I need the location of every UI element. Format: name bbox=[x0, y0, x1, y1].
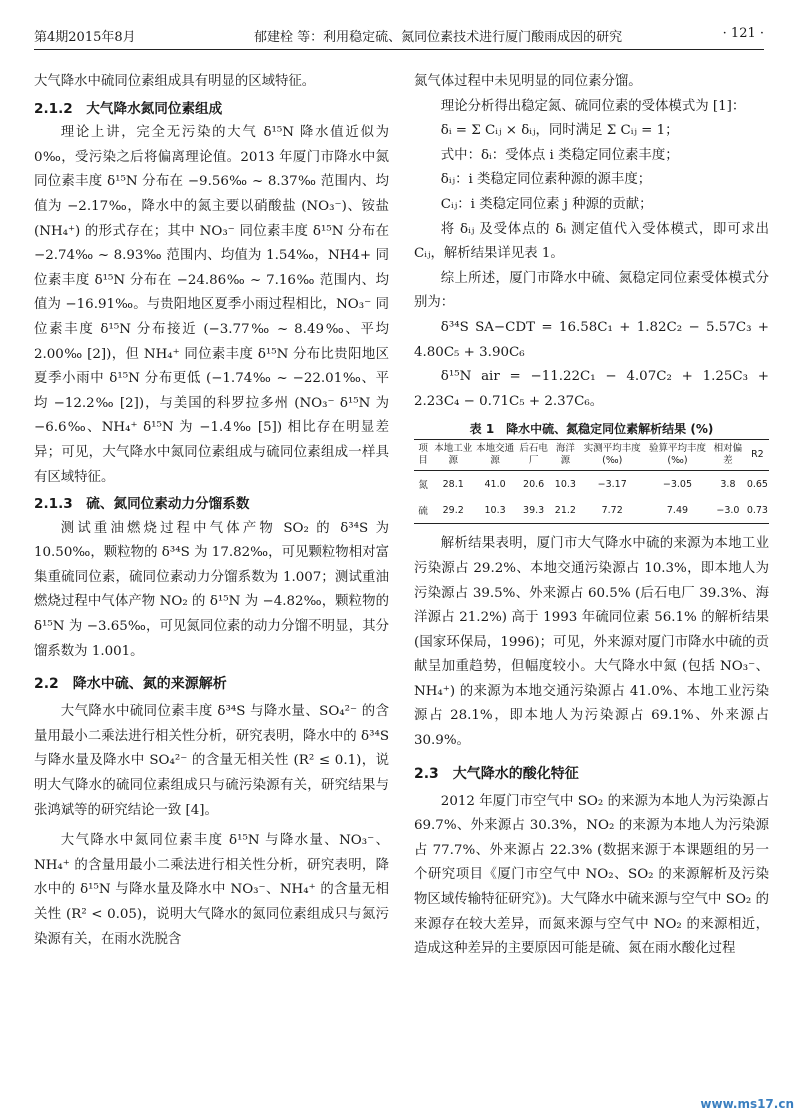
table-caption: 表 1 降水中硫、氮稳定同位素解析结果 (%) bbox=[469, 422, 714, 437]
table-row bbox=[414, 497, 769, 524]
table-header-cell: 后石电厂 bbox=[519, 443, 548, 467]
table-header-row bbox=[414, 440, 769, 471]
table-cell: 28.1 bbox=[442, 478, 464, 490]
equation-nitrogen: δ¹⁵N air = −11.22C₁ − 4.07C₂ + 1.25C₃ + 2.23C₄ − 0.71C₅ + 2.37C₆。 bbox=[414, 369, 769, 409]
right-column bbox=[414, 70, 769, 962]
table-cell: 39.3 bbox=[523, 504, 545, 516]
paragraph: 大气降水中硫同位素组成具有明显的区域特征。 bbox=[34, 74, 316, 89]
formula-note: δᵢⱼ：i 类稳定同位素种源的源丰度； bbox=[440, 172, 652, 188]
page-number: · 121 · bbox=[722, 26, 764, 41]
journal-issue: 第4期2015年8月 bbox=[34, 30, 136, 45]
paragraph: 将 δᵢⱼ 及受体点的 δᵢ 测定值代入受体模式，即可求出 Cᵢⱼ，解析结果详见表 1。 bbox=[414, 221, 769, 262]
paragraph: 氮气体过程中未见明显的同位素分馏。 bbox=[414, 74, 642, 89]
table-cell: −3.0 bbox=[716, 504, 740, 516]
paragraph: 解析结果表明，厦门市大气降水中硫的来源为本地工业污染源占 29.2%、本地交通污染源占 10.3%，即本地人为污染源占 39.5%、外来源占 60.5% (后石电厂 39.3%、海洋源占 21.2%) 高于 1993 年硫同位素 56.1% 的解析结果 (国家环保局，1996)；可见，外来源对厦门市降水中硫的贡献呈加重趋势，但幅度较小。大气降水中氮 (包括 NO₃⁻、NH₄⁺) 的来源为本地交通污染源占 41.0%、本地工业污染源占 28.1%，即本地人为污染源占 69.1%、外来源占 30.9%。 bbox=[414, 536, 769, 749]
section-heading-2-1-3: 2.1.3 硫、氮同位素动力分馏系数 bbox=[34, 496, 250, 513]
table-cell: 29.2 bbox=[442, 504, 464, 516]
table-cell: 3.8 bbox=[720, 478, 736, 490]
paragraph: 综上所述，厦门市降水中硫、氮稳定同位素受体模式分别为： bbox=[414, 270, 769, 311]
section-heading-2-1-2: 2.1.2 大气降水氮同位素组成 bbox=[34, 100, 223, 117]
paragraph: 测试重油燃烧过程中气体产物 SO₂ 的 δ³⁴S 为 10.50‰，颗粒物的 δ³⁴S 为 17.82‰，可见颗粒物相对富集重硫同位素，硫同位素动力分馏系数为 1.007；测试重油燃烧过程中气体产物 NO₂ 的 δ¹⁵N 为 −4.82‰，颗粒物的 δ¹⁵N 为 −3.65‰，可见氮同位素的动力分馏不明显，其分馏系数为 1.001。 bbox=[34, 520, 389, 659]
table-header-cell: 项目 bbox=[418, 443, 428, 467]
table-header-cell: 验算平均丰度(‰) bbox=[648, 443, 706, 467]
table-cell: 21.2 bbox=[554, 504, 576, 516]
site-watermark: www.ms17.cn bbox=[700, 1097, 794, 1111]
results-table bbox=[414, 439, 769, 524]
paragraph: 2012 年厦门市空气中 SO₂ 的来源为本地人为污染源占 69.7%、外来源占 30.3%，NO₂ 的来源为本地人为污染源占 77.7%、外来源占 22.3% (数据来源于本课题组的另一个研究项目《厦门市空气中 NO₂、SO₂ 的来源解析及污染物区域传输特征研究》)。大气降水中硫来源与空气中 SO₂ 的来源存在较大差异，而氮来源与空气中 NO₂ 的来源相近，造成这种差异的主要原因可能是硫、氮在雨水酸化过程 bbox=[414, 793, 769, 957]
article-running-title: 郁建栓 等：利用稳定硫、氮同位素技术进行厦门酸雨成因的研究 bbox=[254, 30, 623, 45]
paragraph: 大气降水中硫同位素丰度 δ³⁴S 与降水量、SO₄²⁻ 的含量用最小二乘法进行相关性分析，研究表明，降水中的 δ³⁴S 与降水量及降水中 SO₄²⁻ 的含量无相关性 (R² ≤ 0.1)，说明大气降水的硫同位素组成只与硫污染源有关，研究结果与张鸿斌等的研究结论一致 [4]。 bbox=[34, 704, 389, 818]
equation-sulfur: δ³⁴S SA−CDT = 16.58C₁ + 1.82C₂ − 5.57C₃ + 4.80C₅ + 3.90C₆ bbox=[414, 319, 769, 360]
table-cell: 20.6 bbox=[523, 478, 545, 490]
table-cell: −3.05 bbox=[662, 478, 693, 490]
table-cell: 10.3 bbox=[554, 478, 576, 490]
table-cell: −3.17 bbox=[597, 478, 627, 490]
section-heading-2-2: 2.2 降水中硫、氮的来源解析 bbox=[34, 676, 227, 693]
table-row bbox=[414, 471, 769, 498]
table-header-cell: R2 bbox=[751, 449, 764, 461]
formula-note: Cᵢⱼ：i 类稳定同位素 j 种源的贡献； bbox=[440, 196, 653, 212]
table-cell: 0.65 bbox=[746, 478, 768, 490]
table-cell: 7.49 bbox=[666, 504, 689, 516]
table-cell: 氮 bbox=[418, 480, 428, 492]
header-rule bbox=[34, 49, 764, 50]
table-cell: 41.0 bbox=[484, 478, 506, 490]
formula-note: 式中：δᵢ：受体点 i 类稳定同位素丰度； bbox=[440, 147, 679, 163]
paragraph: 大气降水中氮同位素丰度 δ¹⁵N 与降水量、NO₃⁻、NH₄⁺ 的含量用最小二乘法进行相关性分析，研究表明，降水中的 δ¹⁵N 与降水量及降水中 NO₃⁻、NH₄⁺ 的含量无相关性 (R² < 0.05)，说明大气降水的氮同位素组成只与氮污染源有关，在雨水洗脱含 bbox=[34, 833, 389, 947]
paragraph: 理论上讲，完全无污染的大气 δ¹⁵N 降水值近似为 0‰，受污染之后将偏离理论值。2013 年厦门市降水中氮同位素丰度 δ¹⁵N 分布在 −9.56‰ ~ 8.37‰ 范围内、均值为 −2.17‰，降水中的氮主要以硝酸盐 (NO₃⁻)、铵盐 (NH₄⁺) 的形式存在；其中 NO₃⁻ 同位素丰度 δ¹⁵N 分布在 −2.74‰ ~ 8.93‰ 范围内、均值为 1.54‰，NH4+ 同位素丰度 δ¹⁵N 分布在 −24.86‰ ~ 7.16‰ 范围内、均值为 −16.91‰。与贵阳地区夏季小雨过程相比，NO₃⁻ 同位素丰度 δ¹⁵N 分布接近 (−3.77‰ ~ 8.49‰、平均 2.00‰ [2])，但 NH₄⁺ 同位素丰度 δ¹⁵N 分布比贵阳地区夏季小雨中 δ¹⁵N 分布更低 (−1.74‰ ~ −22.01‰、平均 −12.2‰ [2])，与美国的科罗拉多州 (NO₃⁻ δ¹⁵N 为 −6.6‰、NH₄⁺ δ¹⁵N 为 −1.4‰ [5]) 相比存在明显差异；可见，大气降水中氮同位素组成与硫同位素组成一样具有区域特征。 bbox=[34, 125, 389, 485]
table-header-cell: 相对偏差 bbox=[713, 443, 743, 467]
table-header-cell: 本地交通源 bbox=[476, 443, 515, 467]
table-header-cell: 实测平均丰度(‰) bbox=[583, 443, 641, 467]
section-heading-2-3: 2.3 大气降水的酸化特征 bbox=[414, 765, 579, 782]
table-body bbox=[414, 471, 769, 524]
table-header-cell: 本地工业源 bbox=[434, 443, 473, 467]
table-cell: 10.3 bbox=[484, 504, 506, 516]
left-column bbox=[34, 70, 389, 952]
formula: δᵢ = Σ Cᵢⱼ × δᵢⱼ，同时满足 Σ Cᵢⱼ = 1； bbox=[440, 123, 679, 139]
table-header-cell: 海洋源 bbox=[555, 443, 575, 467]
table-cell: 7.72 bbox=[601, 504, 623, 516]
running-header bbox=[34, 26, 764, 48]
paragraph: 理论分析得出稳定氮、硫同位素的受体模式为 [1]： bbox=[440, 98, 746, 114]
table-cell: 0.73 bbox=[746, 504, 768, 516]
table-cell: 硫 bbox=[418, 506, 428, 518]
